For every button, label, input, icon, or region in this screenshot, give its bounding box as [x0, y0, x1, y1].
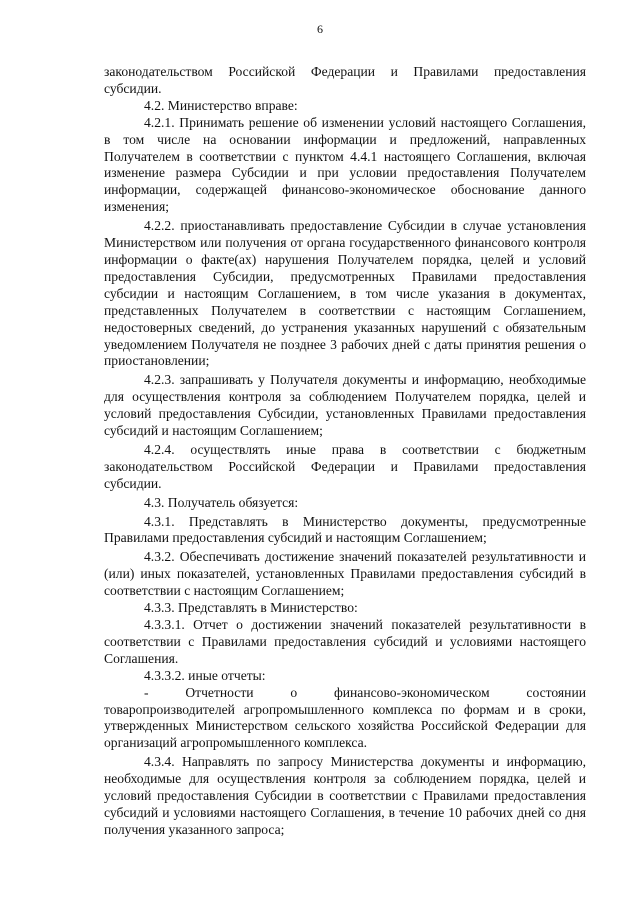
clause-4-3-3-2: 4.3.3.2. иные отчеты: — [144, 667, 266, 683]
clause-4-3-3-2-item: - Отчетности о финансово-экономическом состоянии товаропроизводителей агропромышленного комплекса по формам и в сроки, утвержденных Министерством сельского хозяйства Российской Федерации для организаций агропромышленного комплекса. — [104, 684, 586, 751]
clause-4-2-1: 4.2.1. Принимать решение об изменении условий настоящего Соглашения, в том числе на основании информации и предложений, направленных Получателем в соответствии с пунктом 4.4.1 настоящего Соглашения, включая изменение размера Субсидии и при условии предоставления Получателем информации, содержащей финансово-экономическое обоснование данного изменения; — [104, 114, 586, 215]
clause-4-3-4: 4.3.4. Направлять по запросу Министерства документы и информацию, необходимые для осуществления контроля за соблюдением порядка, целей и условий предоставления Субсидии в соответствии с Правилами предоставления субсидий и условиями настоящего Соглашения, в течение 10 рабочих дней со дня получения указанного запроса; — [104, 754, 586, 837]
clause-4-2-3: 4.2.3. запрашивать у Получателя документы и информацию, необходимые для осуществления контроля за соблюдением Получателем порядка, целей и условий предоставления Субсидии, установленных Правилами предоставления субсидий и настоящим Соглашением; — [104, 372, 586, 439]
clause-4-3-heading: 4.3. Получатель обязуется: — [144, 494, 299, 510]
document-body — [104, 64, 586, 839]
clause-4-2-2: 4.2.2. приостанавливать предоставление Субсидии в случае установления Министерством или получения от органа государственного финансового контроля информации о факте(ах) нарушения Получателем порядка, целей и условий предоставления Субсидии, предусмотренных Правилами предоставления субсидии и настоящим Соглашением, в том числе указания в документах, представленных Получателем в соответствии с настоящим Соглашением, недостоверных сведений, до устранения указанных нарушений с обязательным уведомлением Получателя не позднее 3 рабочих дней с даты принятия решения о приостановлении; — [104, 218, 586, 369]
clause-4-2-heading: 4.2. Министерство вправе: — [144, 97, 298, 113]
clause-4-2-4: 4.2.4. осуществлять иные права в соответствии с бюджетным законодательством Российской Федерации и Правилами предоставления субсидии. — [104, 441, 586, 491]
paragraph-continuation: законодательством Российской Федерации и Правилами предоставления субсидии. — [104, 64, 586, 96]
clause-4-3-1: 4.3.1. Представлять в Министерство документы, предусмотренные Правилами предоставления субсидий и настоящим Соглашением; — [104, 513, 586, 546]
clause-4-3-2: 4.3.2. Обеспечивать достижение значений показателей результативности и (или) иных показателей, установленных Правилами предоставления субсидий в соответствии с настоящим Соглашением; — [104, 549, 586, 599]
clause-4-3-3: 4.3.3. Представлять в Министерство: — [144, 600, 358, 616]
clause-4-3-3-1: 4.3.3.1. Отчет о достижении значений показателей результативности в соответствии с Правилами предоставления субсидий и условиями настоящего Соглашения. — [104, 617, 586, 666]
page-number: 6 — [317, 22, 323, 36]
